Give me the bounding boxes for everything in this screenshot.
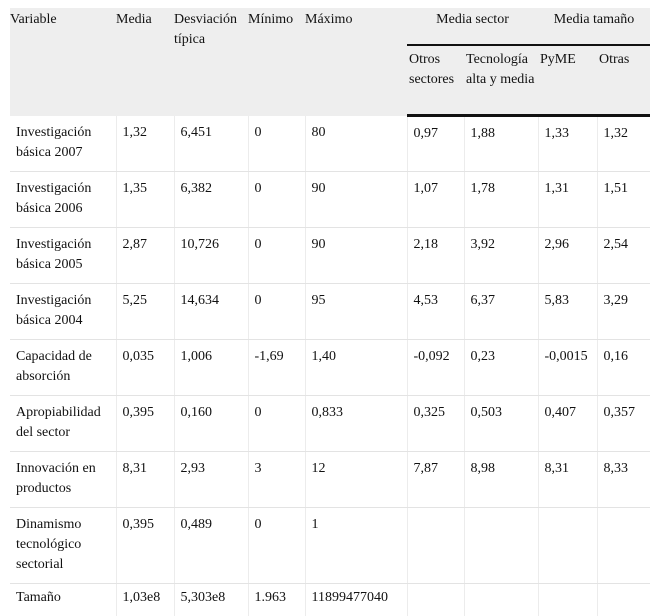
cell-otros-sectores: 1,07	[407, 171, 464, 227]
header-media-tamano: Media tamaño	[538, 8, 650, 45]
cell-media: 1,32	[116, 116, 174, 172]
cell-minimo: 0	[248, 395, 305, 451]
cell-variable: Tamaño	[10, 583, 116, 616]
table-row	[10, 283, 650, 339]
header-maximo: Máximo	[305, 8, 407, 116]
table-row	[10, 227, 650, 283]
cell-media: 0,395	[116, 395, 174, 451]
cell-otras: 2,54	[597, 227, 650, 283]
cell-otras: 1,51	[597, 171, 650, 227]
table-row	[10, 507, 650, 583]
cell-variable: Investigación básica 2007	[10, 116, 116, 172]
cell-variable: Dinamismo tecnológico sectorial	[10, 507, 116, 583]
cell-otras: 0,357	[597, 395, 650, 451]
cell-tecnologia: 1,88	[464, 116, 538, 172]
header-variable: Variable	[10, 8, 116, 116]
cell-minimo: 0	[248, 507, 305, 583]
cell-maximo: 1,40	[305, 339, 407, 395]
header-media-sector: Media sector	[407, 8, 538, 45]
cell-media: 1,03e8	[116, 583, 174, 616]
cell-tecnologia: 0,503	[464, 395, 538, 451]
cell-minimo: 0	[248, 227, 305, 283]
cell-otros-sectores: 4,53	[407, 283, 464, 339]
cell-otras	[597, 583, 650, 616]
cell-maximo: 90	[305, 227, 407, 283]
cell-pyme: 5,83	[538, 283, 597, 339]
cell-pyme: 8,31	[538, 451, 597, 507]
cell-tecnologia: 1,78	[464, 171, 538, 227]
statistics-table	[10, 8, 650, 616]
cell-tecnologia	[464, 583, 538, 616]
table-row	[10, 171, 650, 227]
cell-pyme	[538, 583, 597, 616]
cell-otras: 8,33	[597, 451, 650, 507]
cell-media: 0,395	[116, 507, 174, 583]
table-row	[10, 583, 650, 616]
cell-tecnologia: 8,98	[464, 451, 538, 507]
cell-desviacion: 10,726	[174, 227, 248, 283]
cell-pyme: -0,0015	[538, 339, 597, 395]
cell-variable: Innovación en productos	[10, 451, 116, 507]
header-pyme: PyME	[538, 45, 597, 116]
header-minimo: Mínimo	[248, 8, 305, 116]
cell-desviacion: 0,160	[174, 395, 248, 451]
cell-maximo: 11899477040	[305, 583, 407, 616]
cell-otros-sectores: -0,092	[407, 339, 464, 395]
cell-desviacion: 1,006	[174, 339, 248, 395]
cell-tecnologia: 0,23	[464, 339, 538, 395]
cell-maximo: 12	[305, 451, 407, 507]
cell-tecnologia: 6,37	[464, 283, 538, 339]
cell-otros-sectores: 0,97	[407, 116, 464, 172]
header-otros-sectores: Otros sectores	[407, 45, 464, 116]
cell-maximo: 95	[305, 283, 407, 339]
cell-otros-sectores: 2,18	[407, 227, 464, 283]
cell-otras: 0,16	[597, 339, 650, 395]
cell-variable: Apropiabilidad del sector	[10, 395, 116, 451]
cell-variable: Investigación básica 2006	[10, 171, 116, 227]
cell-pyme: 1,33	[538, 116, 597, 172]
cell-otros-sectores: 0,325	[407, 395, 464, 451]
cell-tecnologia: 3,92	[464, 227, 538, 283]
cell-minimo: 3	[248, 451, 305, 507]
cell-maximo: 80	[305, 116, 407, 172]
cell-otros-sectores: 7,87	[407, 451, 464, 507]
table-row	[10, 451, 650, 507]
table-row	[10, 395, 650, 451]
cell-minimo: 0	[248, 171, 305, 227]
cell-otras: 3,29	[597, 283, 650, 339]
cell-media: 0,035	[116, 339, 174, 395]
header-tecnologia: Tecnología alta y media	[464, 45, 538, 116]
cell-maximo: 90	[305, 171, 407, 227]
cell-minimo: 0	[248, 283, 305, 339]
cell-maximo: 1	[305, 507, 407, 583]
header-media: Media	[116, 8, 174, 116]
cell-variable: Investigación básica 2004	[10, 283, 116, 339]
cell-pyme: 2,96	[538, 227, 597, 283]
cell-desviacion: 5,303e8	[174, 583, 248, 616]
cell-desviacion: 14,634	[174, 283, 248, 339]
cell-otros-sectores	[407, 583, 464, 616]
table-row	[10, 339, 650, 395]
cell-desviacion: 0,489	[174, 507, 248, 583]
header-otras: Otras	[597, 45, 650, 116]
cell-pyme	[538, 507, 597, 583]
cell-desviacion: 6,451	[174, 116, 248, 172]
cell-pyme: 0,407	[538, 395, 597, 451]
cell-media: 2,87	[116, 227, 174, 283]
cell-variable: Capacidad de absorción	[10, 339, 116, 395]
cell-otros-sectores	[407, 507, 464, 583]
cell-maximo: 0,833	[305, 395, 407, 451]
cell-otras: 1,32	[597, 116, 650, 172]
cell-minimo: 0	[248, 116, 305, 172]
header-desviacion: Desviación típica	[174, 8, 248, 116]
table-row	[10, 116, 650, 172]
cell-otras	[597, 507, 650, 583]
cell-media: 8,31	[116, 451, 174, 507]
cell-pyme: 1,31	[538, 171, 597, 227]
cell-desviacion: 6,382	[174, 171, 248, 227]
cell-desviacion: 2,93	[174, 451, 248, 507]
cell-media: 1,35	[116, 171, 174, 227]
cell-minimo: 1.963	[248, 583, 305, 616]
cell-tecnologia	[464, 507, 538, 583]
cell-media: 5,25	[116, 283, 174, 339]
cell-variable: Investigación básica 2005	[10, 227, 116, 283]
cell-minimo: -1,69	[248, 339, 305, 395]
